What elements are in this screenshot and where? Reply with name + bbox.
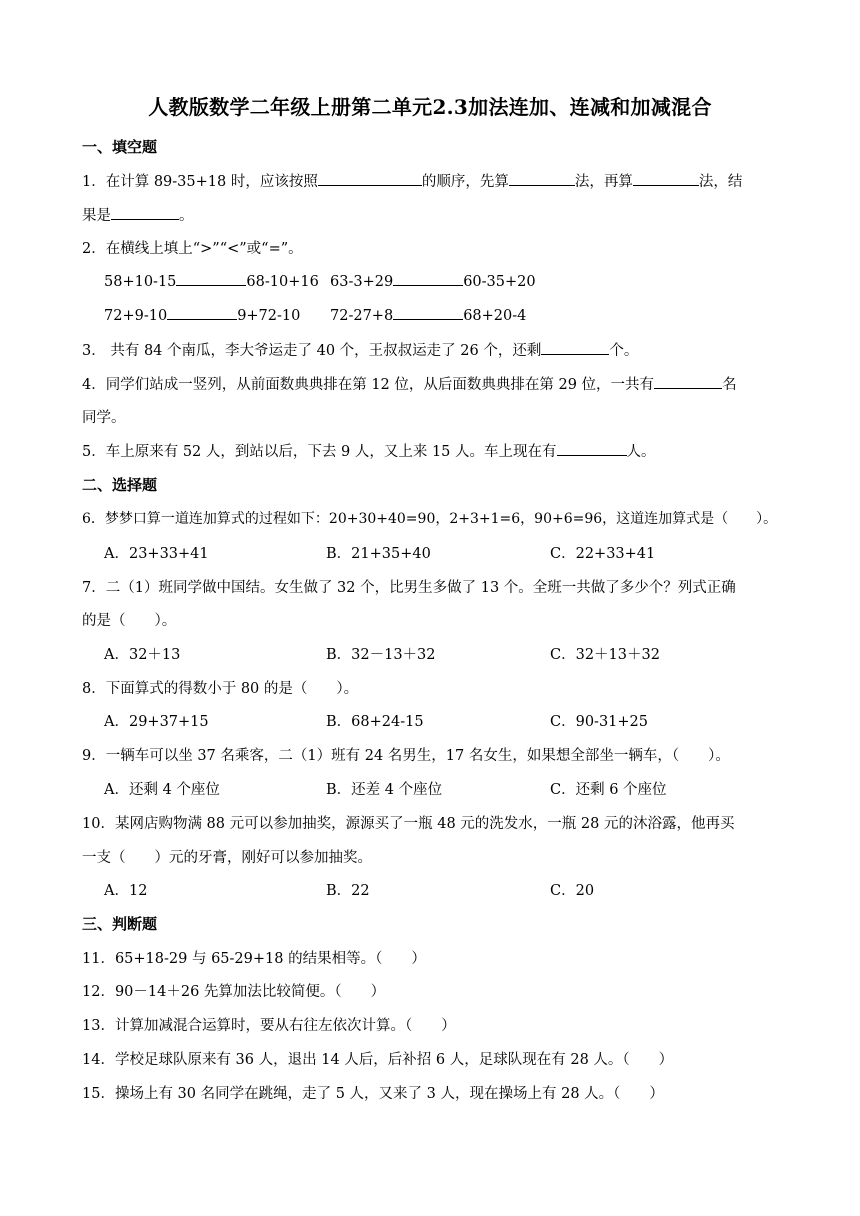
section-heading-choice: 二、选择题 (82, 476, 158, 494)
answer-blank[interactable] (176, 271, 246, 286)
question-3: 3． 共有 84 个南瓜，李大爷运走了 40 个，王叔叔运走了 26 个，还剩 个。 (82, 339, 638, 360)
answer-blank[interactable] (509, 171, 575, 186)
option-c[interactable]: C．90-31+25 (550, 714, 648, 730)
question-4: 4．同学们站成一竖列，从前面数典典排在第 12 位，从后面数典典排在第 29 位，一共有 名 (82, 373, 737, 394)
option-b[interactable]: B．22 (326, 883, 370, 899)
section-heading-fill-blank: 一、填空题 (82, 138, 158, 156)
compare-item: 72+9-10 9+72-10 (104, 305, 300, 324)
option-b[interactable]: B．32－13＋32 (326, 647, 436, 663)
option-c[interactable]: C．32＋13＋32 (550, 647, 660, 663)
question-11: 11．65+18-29 与 65-29+18 的结果相等。（ ） (82, 951, 426, 967)
question-1-cont: 果是 。 (82, 204, 194, 225)
option-c[interactable]: C．22+33+41 (550, 546, 656, 562)
compare-item: 58+10-15 68-10+16 (104, 271, 319, 290)
question-5: 5．车上原来有 52 人，到站以后，下去 9 人，又上来 15 人。车上现在有 人。 (82, 440, 656, 461)
answer-blank[interactable] (633, 171, 699, 186)
question-1: 1．在计算 89-35+18 时，应该按照 的顺序，先算 法，再算 法，结 (82, 170, 742, 191)
answer-blank[interactable] (654, 374, 722, 389)
page-title: 人教版数学二年级上册第二单元2.3加法连加、连减和加减混合 (148, 95, 712, 119)
answer-blank[interactable] (541, 340, 609, 355)
option-a[interactable]: A．还剩 4 个座位 (104, 782, 220, 798)
question-7-cont: 的是（ ）。 (82, 613, 177, 629)
answer-blank[interactable] (393, 271, 463, 286)
option-c[interactable]: C．20 (550, 883, 595, 899)
question-13: 13．计算加减混合运算时，要从右往左依次计算。（ ） (82, 1018, 456, 1034)
question-8: 8．下面算式的得数小于 80 的是（ ）。 (82, 681, 359, 697)
question-9: 9．一辆车可以坐 37 名乘客，二（1）班有 24 名男生，17 名女生，如果想全部坐一辆车，（ ）。 (82, 748, 730, 764)
question-15: 15．操场上有 30 名同学在跳绳，走了 5 人，又来了 3 人，现在操场上有 28 人。（ ） (82, 1086, 664, 1102)
question-10-cont: 一支（ ）元的牙膏，刚好可以参加抽奖。 (82, 850, 372, 866)
option-b[interactable]: B．21+35+40 (326, 546, 431, 562)
option-a[interactable]: A．23+33+41 (104, 546, 209, 562)
option-b[interactable]: B．还差 4 个座位 (326, 782, 443, 798)
answer-blank[interactable] (167, 305, 237, 320)
compare-item: 63-3+29 60-35+20 (330, 271, 536, 290)
option-c[interactable]: C．还剩 6 个座位 (550, 782, 667, 798)
question-7: 7．二（1）班同学做中国结。女生做了 32 个，比男生多做了 13 个。全班一共做了多少个？列式正确 (82, 580, 736, 596)
option-a[interactable]: A．12 (104, 883, 148, 899)
question-4-cont: 同学。 (82, 410, 126, 426)
question-12: 12．90－14＋26 先算加法比较简便。（ ） (82, 984, 386, 1000)
question-14: 14．学校足球队原来有 36 人，退出 14 人后，后补招 6 人，足球队现在有 28 人。（ ） (82, 1052, 674, 1068)
answer-blank[interactable] (557, 441, 627, 456)
answer-blank[interactable] (111, 205, 179, 220)
question-2: 2．在横线上填上“>”“<”或“=”。 (82, 241, 303, 257)
answer-blank[interactable] (393, 305, 463, 320)
option-b[interactable]: B．68+24-15 (326, 714, 424, 730)
option-a[interactable]: A．32＋13 (104, 647, 181, 663)
answer-blank[interactable] (318, 171, 422, 186)
question-10: 10．某网店购物满 88 元可以参加抽奖，源源买了一瓶 48 元的洗发水，一瓶 28 元的沐浴露，他再买 (82, 816, 735, 832)
compare-item: 72-27+8 68+20-4 (330, 305, 526, 324)
question-6: 6．梦梦口算一道连加算式的过程如下：20+30+40=90，2+3+1=6，90+6=96，这道连加算式是（ ）。 (82, 511, 778, 527)
option-a[interactable]: A．29+37+15 (104, 714, 209, 730)
section-heading-judge: 三、判断题 (82, 915, 158, 933)
